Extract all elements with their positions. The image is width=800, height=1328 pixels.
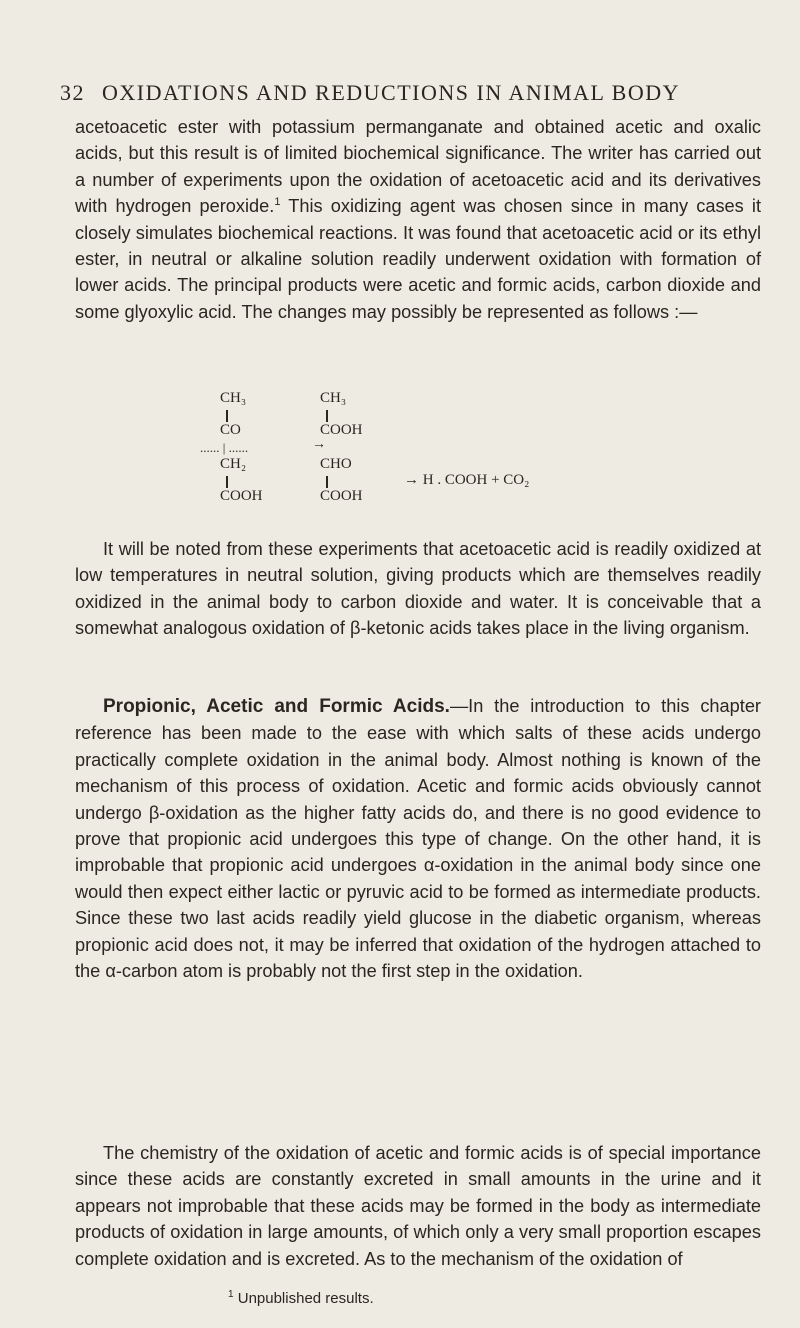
footnote-text: Unpublished results. (237, 1290, 374, 1307)
arrow-1: → (312, 437, 326, 452)
left-cooh: COOH (220, 488, 263, 504)
cleavage-dots: ...... | ...... (200, 440, 249, 455)
right-cooh-top: COOH (320, 422, 363, 438)
footnote-reference: 1 (274, 196, 281, 209)
paragraph-1-text: acetoacetic ester with potassium permanganate and obtained acetic and oxalic acids, but this result is of limited biochemical significance. The writer has carried out a number of experiments upon the oxidation of acetoacetic acid and its derivatives with hydrogen peroxide. (75, 117, 761, 217)
reaction-scheme (200, 390, 640, 530)
paragraph-2: It will be noted from these experiments that acetoacetic acid is readily oxidized at low temperatures in neutral solution, giving products which are themselves readily oxidized in the animal body to carbon dioxide and water. It is conceivable that a somewhat analogous oxidation of β-ketonic acids takes place in the living organism. (75, 539, 761, 639)
bond-line (326, 410, 328, 422)
page-number: 32 (60, 80, 85, 105)
right-cho: CHO (320, 456, 352, 472)
paragraph-1-text-cont: This oxidizing agent was chosen since in many cases it closely simulates biochemical reactions. It was found that acetoacetic acid or its ethyl ester, in neutral or alkaline solution readily underwent oxidation with formation of lower acids. The principal products were acetic and formic acids, carbon dioxide and some glyoxylic acid. The changes may possibly be represented as follows :— (75, 196, 762, 322)
paragraph-3 (75, 693, 761, 984)
products: → H . COOH + CO₂ (404, 472, 530, 488)
running-header (60, 80, 760, 106)
bond-line (326, 476, 328, 488)
paragraph-3-text: —In the introduction to this chapter reference has been made to the ease with which salts of these acids undergo practically complete oxidation in the animal body. Almost nothing is known of the mechanism of this process of oxidation. Acetic and formic acids obviously cannot undergo β-oxidation as the higher fatty acids do, and there is no good evidence to prove that propionic acid undergoes this type of change. On the other hand, it is improbable that propionic acid undergoes α-oxidation in the animal body since one would then expect either lactic or pyruvic acid to be formed as intermediate products. Since these two last acids readily yield glucose in the diabetic organism, whereas propionic acid does not, it may be inferred that oxidation of the hydrogen attached to the α-carbon atom is probably not the first step in the oxidation. (75, 696, 761, 982)
footnote (228, 1290, 374, 1307)
section-heading: Propionic, Acetic and Formic Acids. (103, 696, 450, 717)
left-ch3: CH₃ (220, 390, 247, 406)
right-cooh: COOH (320, 488, 363, 504)
right-ch3: CH₃ (320, 390, 347, 406)
bond-line (226, 410, 228, 422)
left-ch2: CH₂ (220, 456, 247, 472)
paragraph-4: The chemistry of the oxidation of acetic and formic acids is of special importance since these acids are constantly excreted in small amounts in the urine and it appears not improbable that these acids may be formed in the body as intermediate products of oxidation in large amounts, of which only a very small proportion escapes complete oxidation and is excreted. As to the mechanism of the oxidation of (75, 1143, 761, 1269)
bond-line (226, 476, 228, 488)
left-co: CO (220, 422, 241, 438)
running-title: OXIDATIONS AND REDUCTIONS IN ANIMAL BODY (102, 80, 681, 105)
paragraph-1 (75, 114, 761, 325)
footnote-mark: 1 (228, 1289, 234, 1300)
